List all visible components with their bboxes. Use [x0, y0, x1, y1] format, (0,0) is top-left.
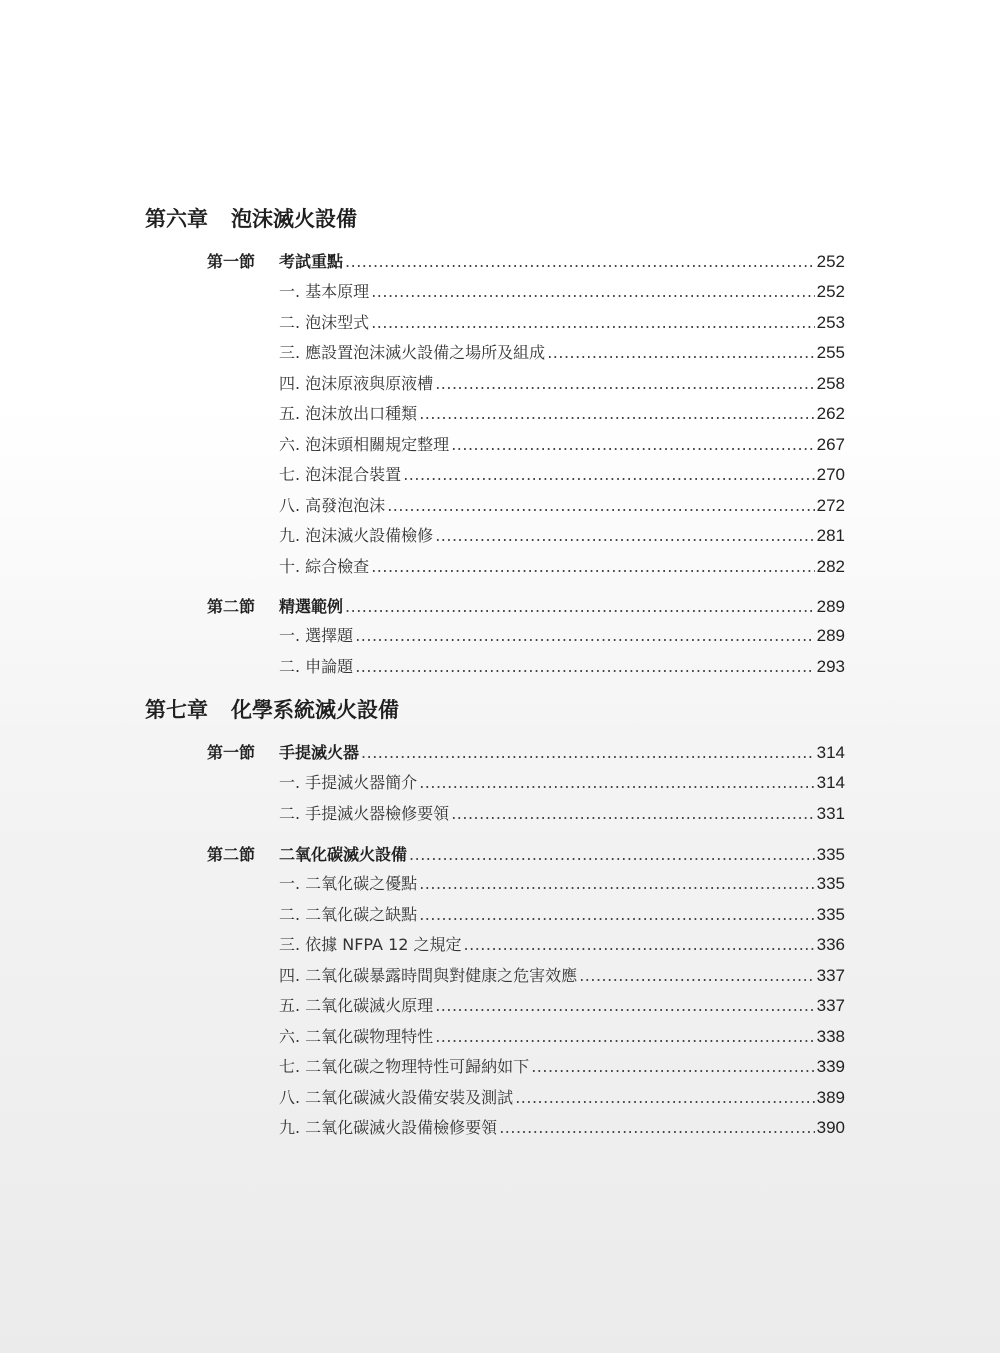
dot-leader [371, 281, 814, 303]
dot-leader [515, 1087, 814, 1109]
chapter-number: 第六章 [145, 207, 208, 231]
page-number: 281 [816, 526, 845, 545]
page-number: 267 [816, 435, 845, 454]
toc-section[interactable] [207, 742, 845, 764]
section-number: 第一節 [207, 252, 256, 271]
toc-item[interactable] [279, 1087, 845, 1109]
section-title: 二氧化碳滅火設備 [279, 845, 408, 864]
item-label: 五. 泡沫放出口種類 [279, 404, 418, 423]
toc-section[interactable] [207, 251, 845, 273]
item-label: 一. 選擇題 [279, 626, 354, 645]
toc-item[interactable] [279, 873, 845, 895]
page-number: 289 [816, 597, 845, 616]
toc-item[interactable] [279, 403, 845, 425]
dot-leader [355, 656, 814, 678]
dot-leader [435, 373, 814, 395]
item-label: 三. 應設置泡沫滅火設備之場所及組成 [279, 343, 546, 362]
chapter-heading [145, 206, 357, 232]
page-number: 390 [816, 1118, 845, 1137]
section-number: 第一節 [207, 743, 256, 762]
toc-item[interactable] [279, 995, 845, 1017]
item-label: 二. 申論題 [279, 657, 354, 676]
dot-leader [435, 525, 814, 547]
dot-leader [451, 434, 814, 456]
page-number: 262 [816, 404, 845, 423]
page-number: 338 [816, 1027, 845, 1046]
dot-leader [499, 1117, 814, 1139]
dot-leader [371, 312, 814, 334]
toc-item[interactable] [279, 373, 845, 395]
item-label: 二. 二氧化碳之缺點 [279, 905, 418, 924]
dot-leader [451, 803, 814, 825]
toc-item[interactable] [279, 904, 845, 926]
item-label: 四. 二氧化碳暴露時間與對健康之危害效應 [279, 966, 578, 985]
dot-leader [345, 251, 815, 273]
toc-item[interactable] [279, 495, 845, 517]
item-label: 九. 泡沫滅火設備檢修 [279, 526, 434, 545]
dot-leader [409, 844, 815, 866]
item-label: 六. 二氧化碳物理特性 [279, 1027, 434, 1046]
item-label: 二. 泡沫型式 [279, 313, 370, 332]
page-number: 337 [816, 996, 845, 1015]
page-number: 258 [816, 374, 845, 393]
page-number: 272 [816, 496, 845, 515]
toc-item[interactable] [279, 934, 845, 956]
toc-item[interactable] [279, 965, 845, 987]
page-number: 335 [816, 905, 845, 924]
item-label: 二. 手提滅火器檢修要領 [279, 804, 450, 823]
page-number: 293 [816, 657, 845, 676]
page-number: 270 [816, 465, 845, 484]
toc-item[interactable] [279, 1117, 845, 1139]
item-label: 四. 泡沫原液與原液槽 [279, 374, 434, 393]
toc-item[interactable] [279, 656, 845, 678]
dot-leader [387, 495, 814, 517]
item-label: 三. 依據 NFPA 12 之規定 [279, 935, 462, 954]
toc-item[interactable] [279, 281, 845, 303]
toc-item[interactable] [279, 342, 845, 364]
page-number: 253 [816, 313, 845, 332]
dot-leader [464, 934, 815, 956]
section-number: 第二節 [207, 845, 256, 864]
page-number: 331 [816, 804, 845, 823]
dot-leader [419, 873, 814, 895]
item-label: 一. 二氧化碳之優點 [279, 874, 418, 893]
toc-item[interactable] [279, 625, 845, 647]
page-number: 337 [816, 966, 845, 985]
item-label: 八. 二氧化碳滅火設備安裝及測試 [279, 1088, 514, 1107]
item-label: 八. 高發泡泡沫 [279, 496, 386, 515]
dot-leader [531, 1056, 814, 1078]
dot-leader [435, 1026, 814, 1048]
dot-leader [419, 403, 814, 425]
toc-item[interactable] [279, 434, 845, 456]
page-number: 252 [816, 282, 845, 301]
chapter-number: 第七章 [145, 698, 208, 722]
toc-section[interactable] [207, 596, 845, 618]
chapter-heading [145, 697, 399, 723]
dot-leader [361, 742, 815, 764]
toc-item[interactable] [279, 772, 845, 794]
toc-item[interactable] [279, 556, 845, 578]
section-title: 手提滅火器 [279, 743, 360, 762]
chapter-title: 化學系統滅火設備 [231, 698, 399, 722]
page-number: 289 [816, 626, 845, 645]
item-label: 一. 基本原理 [279, 282, 370, 301]
item-label: 九. 二氧化碳滅火設備檢修要領 [279, 1118, 498, 1137]
page-number: 252 [816, 252, 845, 271]
toc-item[interactable] [279, 1026, 845, 1048]
page-number: 282 [816, 557, 845, 576]
toc-item[interactable] [279, 312, 845, 334]
dot-leader [419, 772, 814, 794]
page-number: 314 [816, 773, 845, 792]
section-title: 考試重點 [279, 252, 344, 271]
dot-leader [403, 464, 814, 486]
item-label: 七. 二氧化碳之物理特性可歸納如下 [279, 1057, 530, 1076]
page-number: 314 [816, 743, 845, 762]
dot-leader [435, 995, 814, 1017]
dot-leader [345, 596, 815, 618]
dot-leader [547, 342, 814, 364]
toc-item[interactable] [279, 525, 845, 547]
toc-item[interactable] [279, 1056, 845, 1078]
section-title: 精選範例 [279, 597, 344, 616]
dot-leader [579, 965, 814, 987]
toc-section[interactable] [207, 844, 845, 866]
chapter-title: 泡沫滅火設備 [231, 207, 357, 231]
page-number: 255 [816, 343, 845, 362]
toc-item[interactable] [279, 803, 845, 825]
dot-leader [355, 625, 814, 647]
item-label: 五. 二氧化碳滅火原理 [279, 996, 434, 1015]
page-number: 335 [816, 874, 845, 893]
toc-item[interactable] [279, 464, 845, 486]
item-label: 七. 泡沫混合裝置 [279, 465, 402, 484]
page-number: 335 [816, 845, 845, 864]
page-number: 339 [816, 1057, 845, 1076]
dot-leader [371, 556, 814, 578]
page-number: 336 [816, 935, 845, 954]
item-label: 一. 手提滅火器簡介 [279, 773, 418, 792]
item-label: 十. 綜合檢查 [279, 557, 370, 576]
item-label: 六. 泡沫頭相關規定整理 [279, 435, 450, 454]
section-number: 第二節 [207, 597, 256, 616]
dot-leader [419, 904, 814, 926]
page-number: 389 [816, 1088, 845, 1107]
